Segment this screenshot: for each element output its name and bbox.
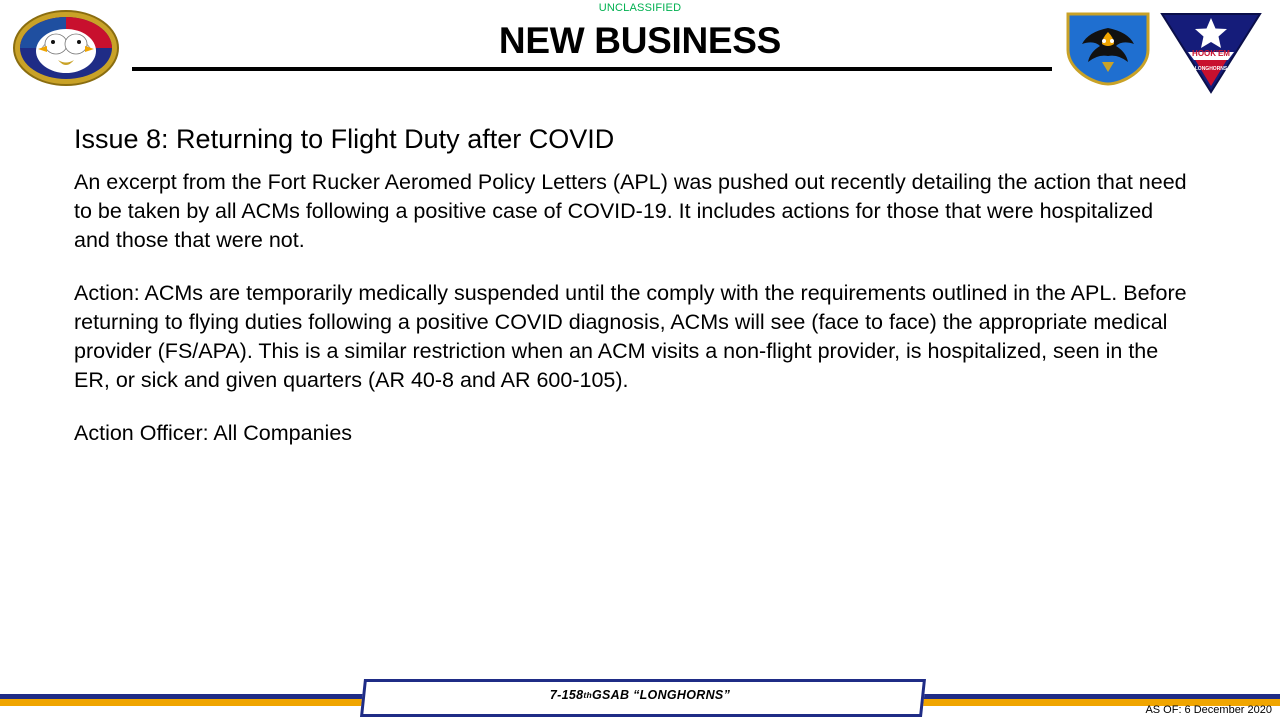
svg-text:LONGHORNS: LONGHORNS [1194, 66, 1228, 72]
svg-text:HOOK'EM: HOOK'EM [1192, 49, 1230, 58]
footer-unit-rest: GSAB “LONGHORNS” [591, 688, 731, 702]
body-paragraph-2: Action: ACMs are temporarily medically suspended until the comply with the requirements outlined in the APL. Before returning to flying duties following a positive COVID diagnosis, ACMs will see (face to face) the appropriate medical provider (FS/APA). This is a similar restriction when an ACM visits a non-flight provider, is hospitalized, seen in the ER, or sick and given quarters (AR 40-8 and AR 600-105). [74, 281, 1187, 392]
title-underline [132, 67, 1052, 71]
slide-body [74, 122, 1206, 448]
footer-unit-prefix: 7-158 [549, 688, 584, 702]
hook-em-triangle-icon [1158, 8, 1264, 96]
page-title: NEW BUSINESS [498, 20, 782, 61]
body-paragraph-3: Action Officer: All Companies [74, 421, 353, 445]
footer-unit-label [362, 679, 918, 711]
footer-unit-suffix: th [583, 690, 592, 700]
as-of-date: AS OF: 6 December 2020 [1145, 704, 1272, 716]
issue-heading: Issue 8: Returning to Flight Duty after COVID [74, 124, 615, 154]
body-paragraph-1: An excerpt from the Fort Rucker Aeromed Policy Letters (APL) was pushed out recently detailing the action that need to be taken by all ACMs following a positive case of COVID-19. It includes actions for those that were hospitalized and those that were not. [74, 170, 1187, 252]
classification-banner: UNCLASSIFIED [598, 2, 682, 14]
eagle-shield-icon [1062, 10, 1154, 88]
